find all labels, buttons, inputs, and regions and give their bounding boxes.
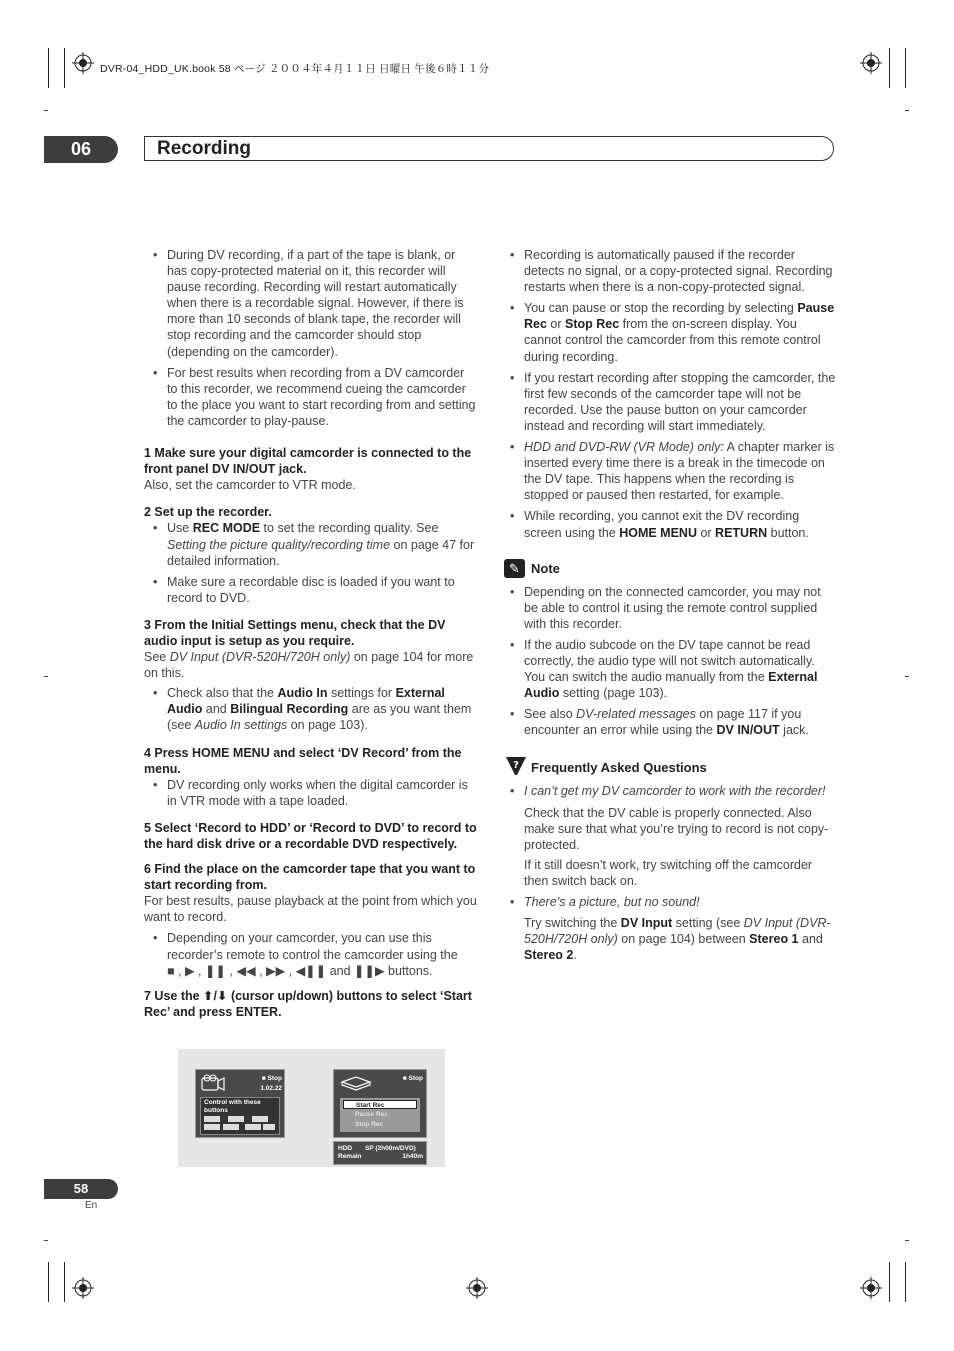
list-item: • Use REC MODE to set the recording quality. See Setting the picture quality/recording time on page 47 for detailed information. xyxy=(153,521,475,568)
lightbulb-icon xyxy=(504,755,528,779)
onscreen-display-figure xyxy=(178,1049,445,1167)
registration-mark-icon xyxy=(72,52,94,74)
trim-tick xyxy=(905,1240,909,1241)
trim-tick xyxy=(44,1240,48,1241)
crop-mark xyxy=(64,48,65,88)
step-6-body: For best results, pause playback at the point from which you want to record. xyxy=(144,894,477,925)
list-item: • See also DV-related messages on page 117 if you encounter an error while using the DV IN/OUT jack. xyxy=(510,707,809,738)
faq-answer: If it still doesn’t work, try switching off the camcorder then switch back on. xyxy=(524,857,813,888)
note-heading: ✎ Note xyxy=(501,558,836,580)
record-menu xyxy=(340,1098,420,1132)
list-item: • While recording, you cannot exit the DV recording screen using the HOME MENU or RETURN button. xyxy=(510,509,809,540)
registration-mark-icon xyxy=(860,52,882,74)
registration-mark-icon xyxy=(72,1277,94,1299)
crop-mark xyxy=(48,48,49,88)
list-item: • Make sure a recordable disc is loaded if you want to record to DVD. xyxy=(153,574,455,605)
crop-mark xyxy=(889,1262,890,1302)
status-remain-time: 1h40m xyxy=(402,1153,423,1160)
pause-button xyxy=(204,1124,220,1130)
fast-forward-button xyxy=(252,1116,268,1122)
crop-mark xyxy=(48,1262,49,1302)
list-item: • You can pause or stop the recording by selecting Pause Rec or Stop Rec from the on-screen display. You cannot control the camcorder from this remote control during recording. xyxy=(510,301,835,364)
registration-mark-icon xyxy=(466,1277,488,1299)
faq-heading: ? Frequently Asked Questions xyxy=(501,757,836,779)
control-label: Control with these buttons xyxy=(204,1099,261,1114)
step-7-heading: 7 Use the ⬆/⬇ (cursor up/down) buttons to select ‘Start Rec’ and press ENTER. xyxy=(144,988,472,1019)
list-item: • HDD and DVD-RW (VR Mode) only: A chapter marker is inserted every time there is a break in the timecode on the DV tape. This happens when the recording is stopped or paused then restarted, for example. xyxy=(510,440,835,503)
list-item: • Depending on your camcorder, you can use this recorder’s remote to control the camcorder using the ■ , ▶ , ❚❚ , ◀◀ , ▶▶ , ◀❚❚ and ❚❚▶ buttons. xyxy=(153,931,458,978)
step-forward-button xyxy=(263,1124,275,1130)
record-menu-screen xyxy=(333,1069,427,1138)
status-hdd: HDD xyxy=(338,1145,353,1152)
trim-tick xyxy=(905,110,909,111)
timecode: 1.02.22 xyxy=(260,1085,282,1092)
stop-status: ■ Stop xyxy=(402,1075,423,1082)
step-4-heading: 4 Press HOME MENU and select ‘DV Record’ from the menu. xyxy=(144,745,462,776)
list-item: • Depending on the connected camcorder, you may not be able to control it using the remote control supplied with this recorder. xyxy=(510,584,821,631)
left-column xyxy=(144,247,478,1020)
stop-status: ■ Stop xyxy=(261,1075,282,1082)
step-6-heading: 6 Find the place on the camcorder tape that you want to start recording from. xyxy=(144,862,476,893)
step-1-heading: 1 Make sure your digital camcorder is connected to the front panel DV IN/OUT jack. xyxy=(144,446,472,477)
chapter-title: Recording xyxy=(157,138,251,159)
hdd-icon xyxy=(339,1074,373,1092)
list-item: • If the audio subcode on the DV tape cannot be read correctly, the audio type will not switch automatically. You can switch the audio manually from the External Audio setting (page 103). xyxy=(510,637,818,701)
crop-mark xyxy=(905,1262,906,1302)
step-3-heading: 3 From the Initial Settings menu, check that the DV audio input is setup as you require. xyxy=(144,617,446,648)
recording-status-bar xyxy=(333,1141,427,1165)
list-item: • Check also that the Audio In settings for External Audio and Bilingual Recording are as you want them (see Audio In settings on page 103). xyxy=(153,686,472,733)
control-panel xyxy=(200,1097,280,1135)
faq-answer: Try switching the DV Input setting (see DV Input (DVR-520H/720H only) on page 104) between Stereo 1 and Stereo 2. xyxy=(524,916,831,963)
list-item: • For best results when recording from a DV camcorder to this recorder, we recommend cueing the camcorder to the place you want to start recording from and setting the camcorder to play-pause. xyxy=(153,365,476,428)
status-mode: SP (2h00m/DVD) xyxy=(365,1145,416,1152)
right-column xyxy=(501,247,836,963)
chapter-title-bar xyxy=(144,136,834,161)
trim-tick xyxy=(905,676,909,677)
menu-item-pause-rec: Pause Rec xyxy=(355,1111,388,1118)
list-item: • If you restart recording after stopping the camcorder, the first few seconds of the camcorder tape will not be recorded. Use the pause button on your camcorder instead and recording will start immediately. xyxy=(510,370,836,433)
registration-mark-icon xyxy=(860,1277,882,1299)
list-item: • During DV recording, if a part of the tape is blank, or has copy-protected material on it, this recorder will pause recording. Recording will restart automatically when there is a recordable signal. However, if there is more than 10 seconds of blank tape, the recorder will stop recording and the camcorder should stop (depending on the camcorder). xyxy=(153,248,464,359)
print-header: DVR-04_HDD_UK.book 58 ページ ２００４年４月１１日 日曜日 午後６時１１分 xyxy=(100,63,490,75)
faq-question: • I can’t get my DV camcorder to work with the recorder! xyxy=(510,784,826,799)
step-3-body: See DV Input (DVR-520H/720H only) on page 104 for more on this. xyxy=(144,650,474,681)
play-button xyxy=(228,1116,244,1122)
crop-mark xyxy=(64,1262,65,1302)
crop-mark xyxy=(889,48,890,88)
list-item: • Recording is automatically paused if the recorder detects no signal, or a copy-protected signal. Recording restarts when there is a non-copy-protected signal. xyxy=(510,248,833,295)
status-remain-label: Remain xyxy=(338,1153,362,1160)
chapter-number: 06 xyxy=(44,136,118,163)
svg-text:?: ? xyxy=(513,760,519,772)
page-number: 58 xyxy=(44,1179,118,1199)
trim-tick xyxy=(44,110,48,111)
menu-item-stop-rec: Stop Rec xyxy=(355,1121,384,1128)
stop-button xyxy=(223,1124,239,1130)
list-item: • DV recording only works when the digital camcorder is in VTR mode with a tape loaded. xyxy=(153,777,468,808)
step-back-button xyxy=(245,1124,261,1130)
faq-question: • There’s a picture, but no sound! xyxy=(510,895,700,909)
trim-tick xyxy=(44,676,48,677)
step-2-heading: 2 Set up the recorder. xyxy=(144,505,272,520)
page-language: En xyxy=(85,1200,98,1211)
faq-answer: Check that the DV cable is properly connected. Also make sure that what you’re trying to record is not copy-protected. xyxy=(524,805,829,852)
pencil-note-icon: ✎ xyxy=(504,559,525,578)
crop-mark xyxy=(905,48,906,88)
step-5-heading: 5 Select ‘Record to HDD’ or ‘Record to DVD’ to record to the hard disk drive or a recordable DVD respectively. xyxy=(144,820,477,851)
camcorder-control-screen xyxy=(195,1069,285,1138)
step-1-body: Also, set the camcorder to VTR mode. xyxy=(144,478,356,493)
menu-item-start-rec: Start Rec xyxy=(343,1100,417,1109)
camcorder-icon xyxy=(200,1073,226,1093)
rewind-button xyxy=(204,1116,220,1122)
